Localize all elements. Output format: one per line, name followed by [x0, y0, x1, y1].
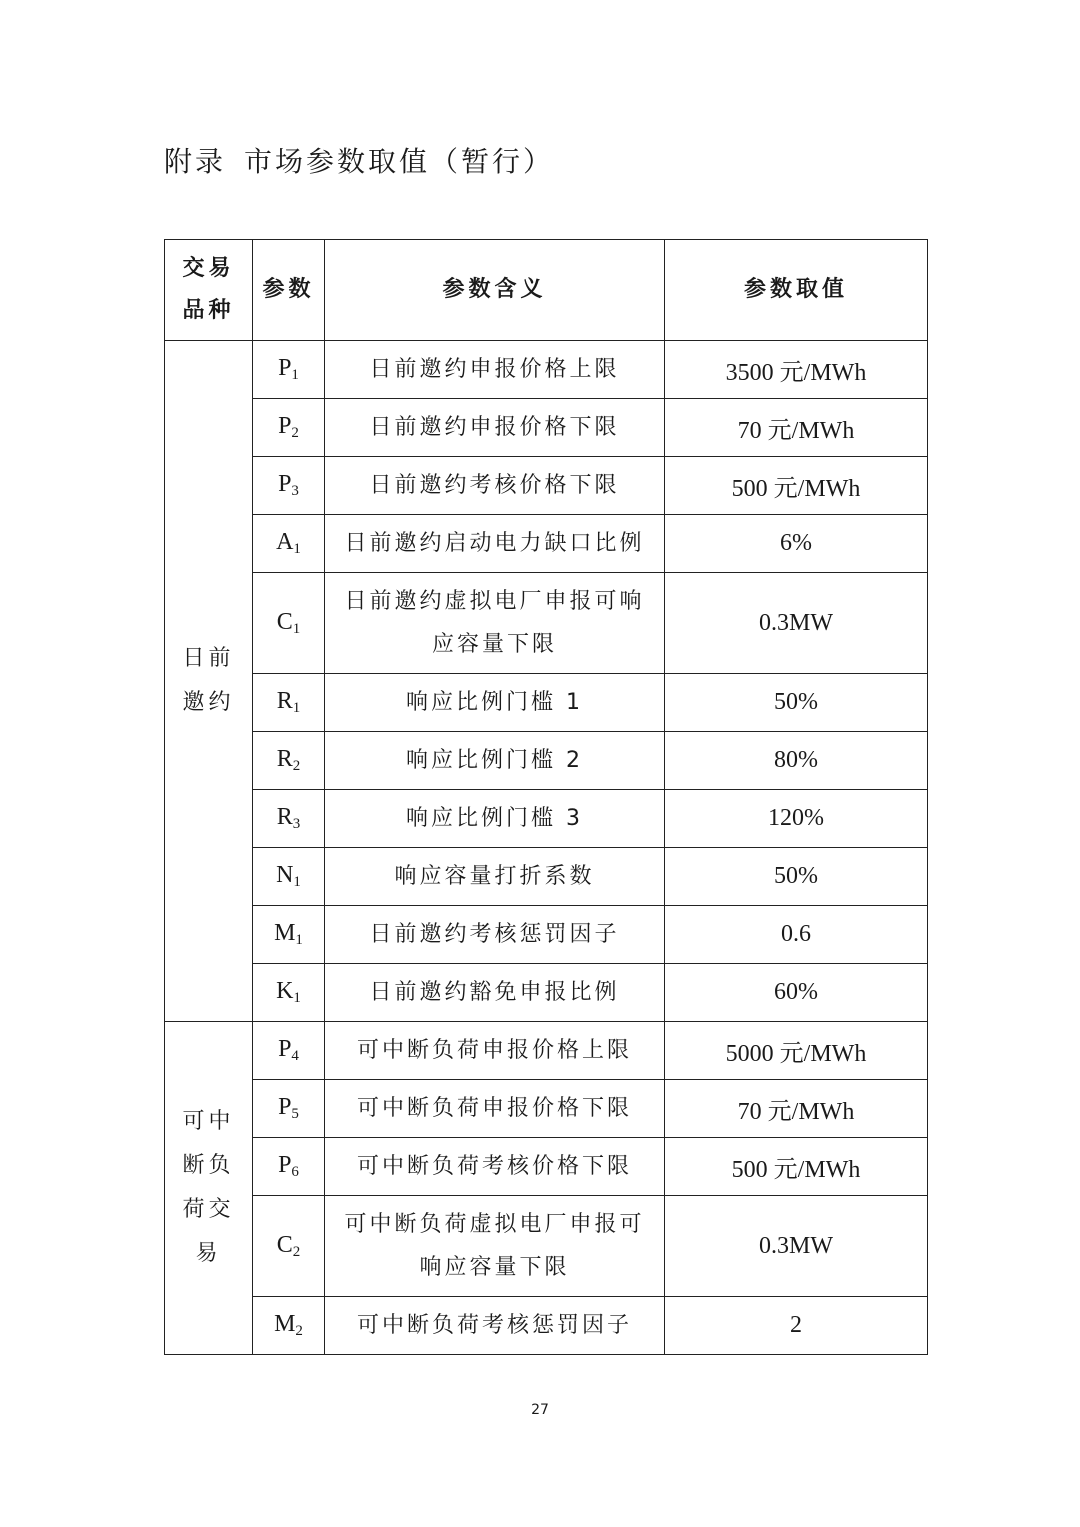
meaning-cell: 可中断负荷考核价格下限 — [325, 1138, 665, 1196]
param-cell: $P_4$ — [253, 1022, 325, 1080]
meaning-cell: 日前邀约申报价格上限 — [325, 341, 665, 399]
value-cell: 0.3MW — [665, 573, 928, 674]
table-row — [165, 1138, 928, 1196]
value-cell: 80% — [665, 732, 928, 790]
param-cell: $R_2$ — [253, 732, 325, 790]
param-cell: $M_1$ — [253, 906, 325, 964]
param-cell: $P_3$ — [253, 457, 325, 515]
param-cell: $C_1$ — [253, 573, 325, 674]
table-row — [165, 399, 928, 457]
meaning-cell: 可中断负荷申报价格下限 — [325, 1080, 665, 1138]
param-cell: $C_2$ — [253, 1196, 325, 1297]
value-cell: 60% — [665, 964, 928, 1022]
param-cell: $P_2$ — [253, 399, 325, 457]
value-cell: 5000 元/MWh — [665, 1022, 928, 1080]
table-row — [165, 790, 928, 848]
table-row — [165, 573, 928, 674]
header-category: 交易 品种 — [165, 240, 253, 341]
value-cell: 120% — [665, 790, 928, 848]
param-cell: $P_1$ — [253, 341, 325, 399]
header-param: 参数 — [253, 240, 325, 341]
table-row — [165, 848, 928, 906]
meaning-cell: 可中断负荷考核惩罚因子 — [325, 1297, 665, 1355]
meaning-cell: 日前邀约申报价格下限 — [325, 399, 665, 457]
meaning-cell: 日前邀约虚拟电厂申报可响应容量下限 — [325, 573, 665, 674]
table-row — [165, 1022, 928, 1080]
table-row — [165, 1196, 928, 1297]
param-cell: $M_2$ — [253, 1297, 325, 1355]
value-cell: 0.6 — [665, 906, 928, 964]
value-cell: 3500 元/MWh — [665, 341, 928, 399]
header-value: 参数取值 — [665, 240, 928, 341]
appendix-title: 市场参数取值（暂行） — [244, 145, 555, 178]
param-cell: $P_6$ — [253, 1138, 325, 1196]
value-cell: 2 — [665, 1297, 928, 1355]
appendix-label: 附录 — [164, 145, 227, 178]
table-row — [165, 1080, 928, 1138]
param-cell: $R_3$ — [253, 790, 325, 848]
meaning-cell: 日前邀约启动电力缺口比例 — [325, 515, 665, 573]
category-cell-day-ahead: 日前 邀约 — [165, 341, 253, 1022]
table-row — [165, 732, 928, 790]
meaning-cell: 响应容量打折系数 — [325, 848, 665, 906]
meaning-cell: 响应比例门槛 3 — [325, 790, 665, 848]
header-meaning: 参数含义 — [325, 240, 665, 341]
meaning-cell: 响应比例门槛 1 — [325, 674, 665, 732]
meaning-cell: 日前邀约考核惩罚因子 — [325, 906, 665, 964]
table-row — [165, 964, 928, 1022]
param-cell: $A_1$ — [253, 515, 325, 573]
meaning-cell: 可中断负荷虚拟电厂申报可响应容量下限 — [325, 1196, 665, 1297]
param-cell: $K_1$ — [253, 964, 325, 1022]
value-cell: 50% — [665, 848, 928, 906]
meaning-cell: 日前邀约考核价格下限 — [325, 457, 665, 515]
table-row — [165, 515, 928, 573]
meaning-cell: 响应比例门槛 2 — [325, 732, 665, 790]
param-cell: $R_1$ — [253, 674, 325, 732]
param-cell: $N_1$ — [253, 848, 325, 906]
page-title — [164, 140, 554, 180]
table-row — [165, 1297, 928, 1355]
parameter-table — [164, 239, 928, 1355]
category-cell-interruptible-load: 可中 断负 荷交 易 — [165, 1022, 253, 1355]
value-cell: 500 元/MWh — [665, 1138, 928, 1196]
table-row — [165, 906, 928, 964]
table-row — [165, 457, 928, 515]
value-cell: 70 元/MWh — [665, 1080, 928, 1138]
meaning-cell: 日前邀约豁免申报比例 — [325, 964, 665, 1022]
page-number: 27 — [531, 1402, 549, 1418]
value-cell: 50% — [665, 674, 928, 732]
table-header-row — [165, 240, 928, 341]
value-cell: 6% — [665, 515, 928, 573]
value-cell: 70 元/MWh — [665, 399, 928, 457]
value-cell: 500 元/MWh — [665, 457, 928, 515]
value-cell: 0.3MW — [665, 1196, 928, 1297]
meaning-cell: 可中断负荷申报价格上限 — [325, 1022, 665, 1080]
param-cell: $P_5$ — [253, 1080, 325, 1138]
table-row — [165, 674, 928, 732]
table-row — [165, 341, 928, 399]
